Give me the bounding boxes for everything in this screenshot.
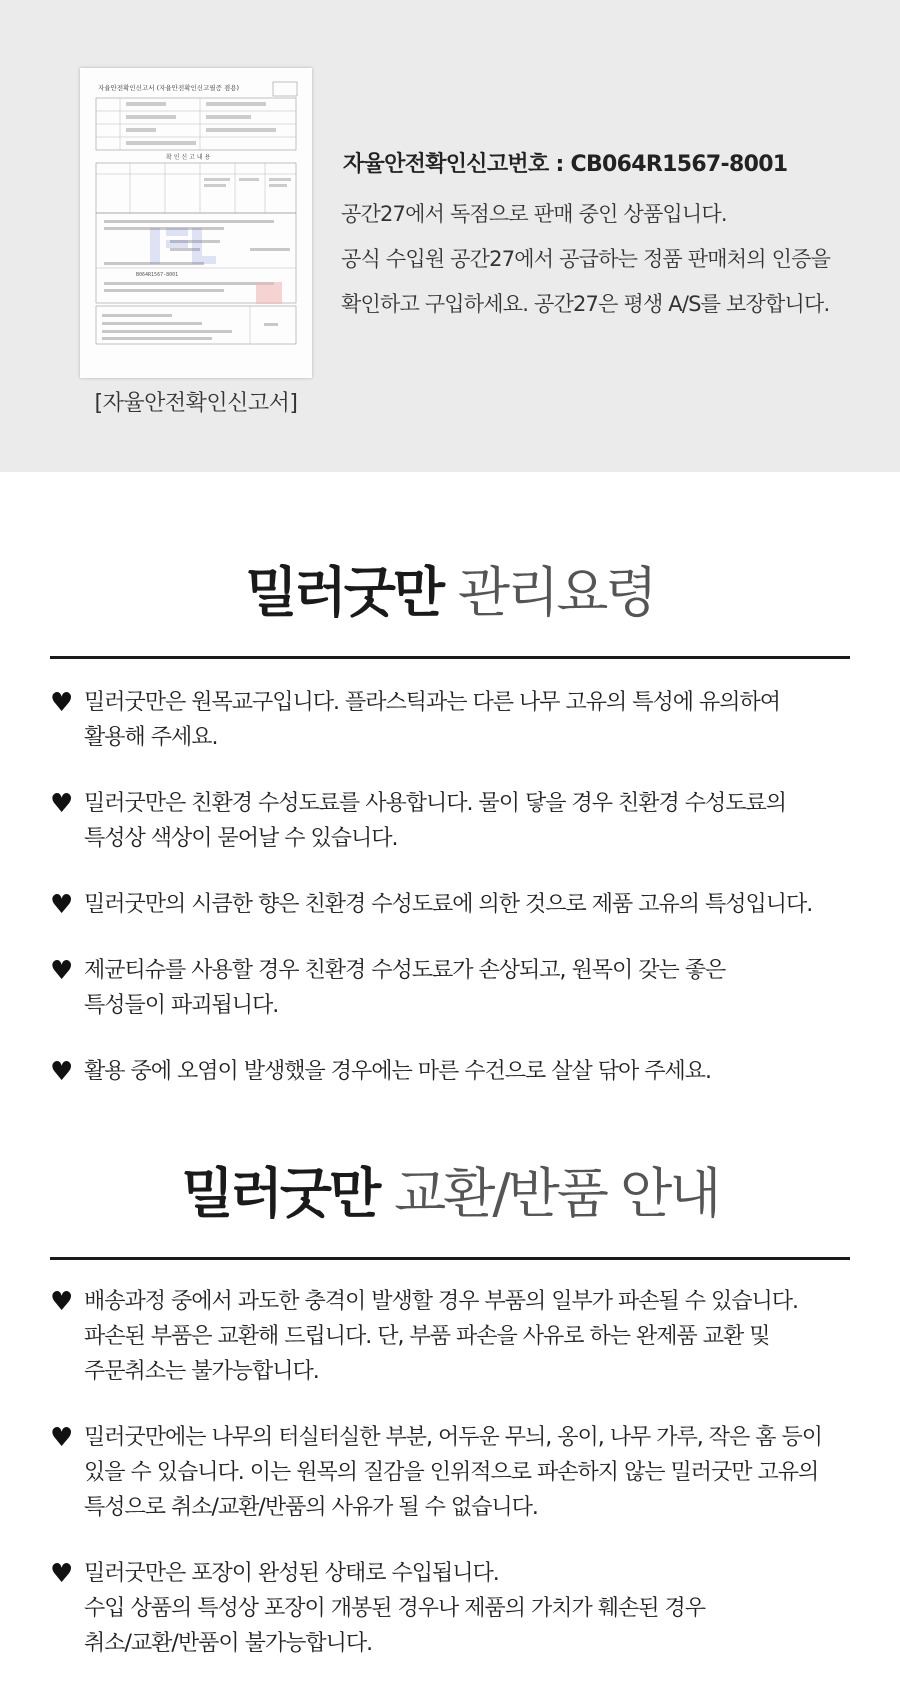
list-item-line: 특성으로 취소/교환/반품의 사유가 될 수 없습니다.	[84, 1495, 538, 1520]
certificate-doc-title: 자율안전확인신고서 (자율안전확인신고필증 겸용)	[98, 84, 240, 92]
list-item	[50, 685, 850, 755]
list-item-line: 밀러굿만은 원목교구입니다. 플라스틱과는 다른 나무 고유의 특성에 유의하여	[84, 690, 781, 715]
list-item	[50, 1284, 850, 1389]
certificate-number: 자율안전확인신고번호 : CB064R1567-8001	[343, 152, 788, 177]
list-item-line: 밀러굿만은 친환경 수성도료를 사용합니다. 물이 닿을 경우 친환경 수성도료의	[84, 791, 787, 816]
heart-icon: ♥	[50, 1287, 74, 1317]
care-section	[50, 558, 850, 1089]
exchange-divider	[50, 1257, 850, 1260]
list-item-line: 특성상 색상이 묻어날 수 있습니다.	[84, 826, 398, 851]
list-item-line: 밀러굿만은 포장이 완성된 상태로 수입됩니다.	[84, 1561, 499, 1586]
exchange-list	[50, 1284, 850, 1661]
list-item	[50, 887, 850, 922]
list-item	[50, 1054, 850, 1089]
certificate-description-line: 확인하고 구입하세요. 공간27은 평생 A/S를 보장합니다.	[341, 292, 830, 316]
care-title-brand: 밀러굿만	[245, 561, 443, 624]
exchange-title-text: 교환/반품 안내	[394, 1162, 719, 1225]
list-item-line: 있을 수 있습니다. 이는 원목의 질감을 인위적으로 파손하지 않는 밀러굿만 고유의	[84, 1460, 819, 1485]
exchange-title-brand: 밀러굿만	[181, 1162, 379, 1225]
heart-icon: ♥	[50, 890, 74, 920]
list-item	[50, 953, 850, 1023]
list-item-line: 배송과정 중에서 과도한 충격이 발생할 경우 부품의 일부가 파손될 수 있습니다.	[84, 1289, 798, 1314]
heart-icon: ♥	[50, 1559, 74, 1589]
heart-icon: ♥	[50, 956, 74, 986]
certificate-document-image	[80, 68, 312, 378]
heart-icon: ♥	[50, 688, 74, 718]
list-item-line: 활용해 주세요.	[84, 725, 218, 750]
exchange-section	[50, 1159, 850, 1661]
list-item	[50, 786, 850, 856]
certificate-section	[0, 0, 900, 472]
list-item-line: 밀러굿만의 시큼한 향은 친환경 수성도료에 의한 것으로 제품 고유의 특성입니다.	[84, 892, 813, 917]
care-section-title	[50, 558, 850, 628]
certificate-caption: [자율안전확인신고서]	[94, 391, 298, 416]
certificate-info	[341, 148, 881, 327]
heart-icon: ♥	[50, 789, 74, 819]
care-divider	[50, 656, 850, 659]
certificate-description-line: 공식 수입원 공간27에서 공급하는 정품 판매처의 인증을	[341, 247, 831, 271]
list-item	[50, 1420, 850, 1525]
list-item-line: 취소/교환/반품이 불가능합니다.	[84, 1631, 373, 1656]
certificate-report-id: B064R1567-8001	[136, 272, 179, 278]
exchange-section-title	[50, 1159, 850, 1229]
list-item-line: 주문취소는 불가능합니다.	[84, 1359, 319, 1384]
list-item-line: 수입 상품의 특성상 포장이 개봉된 경우나 제품의 가치가 훼손된 경우	[84, 1596, 705, 1621]
care-title-text: 관리요령	[457, 561, 655, 624]
list-item-line: 파손된 부품은 교환해 드립니다. 단, 부품 파손을 사유로 하는 완제품 교환 및	[84, 1324, 770, 1349]
list-item-line: 특성들이 파괴됩니다.	[84, 993, 279, 1018]
certificate-scan	[80, 68, 312, 378]
care-list	[50, 685, 850, 1089]
certificate-table-heading: 확 인 신 고 내 용	[166, 154, 211, 161]
certificate-description-line: 공간27에서 독점으로 판매 중인 상품입니다.	[341, 202, 727, 226]
heart-icon: ♥	[50, 1423, 74, 1453]
list-item	[50, 1556, 850, 1661]
heart-icon: ♥	[50, 1057, 74, 1087]
list-item-line: 밀러굿만에는 나무의 터실터실한 부분, 어두운 무늬, 옹이, 나무 가루, 작은 홈 등이	[84, 1425, 822, 1450]
list-item-line: 활용 중에 오염이 발생했을 경우에는 마른 수건으로 살살 닦아 주세요.	[84, 1059, 711, 1084]
list-item-line: 제균티슈를 사용할 경우 친환경 수성도료가 손상되고, 원목이 갖는 좋은	[84, 958, 726, 983]
